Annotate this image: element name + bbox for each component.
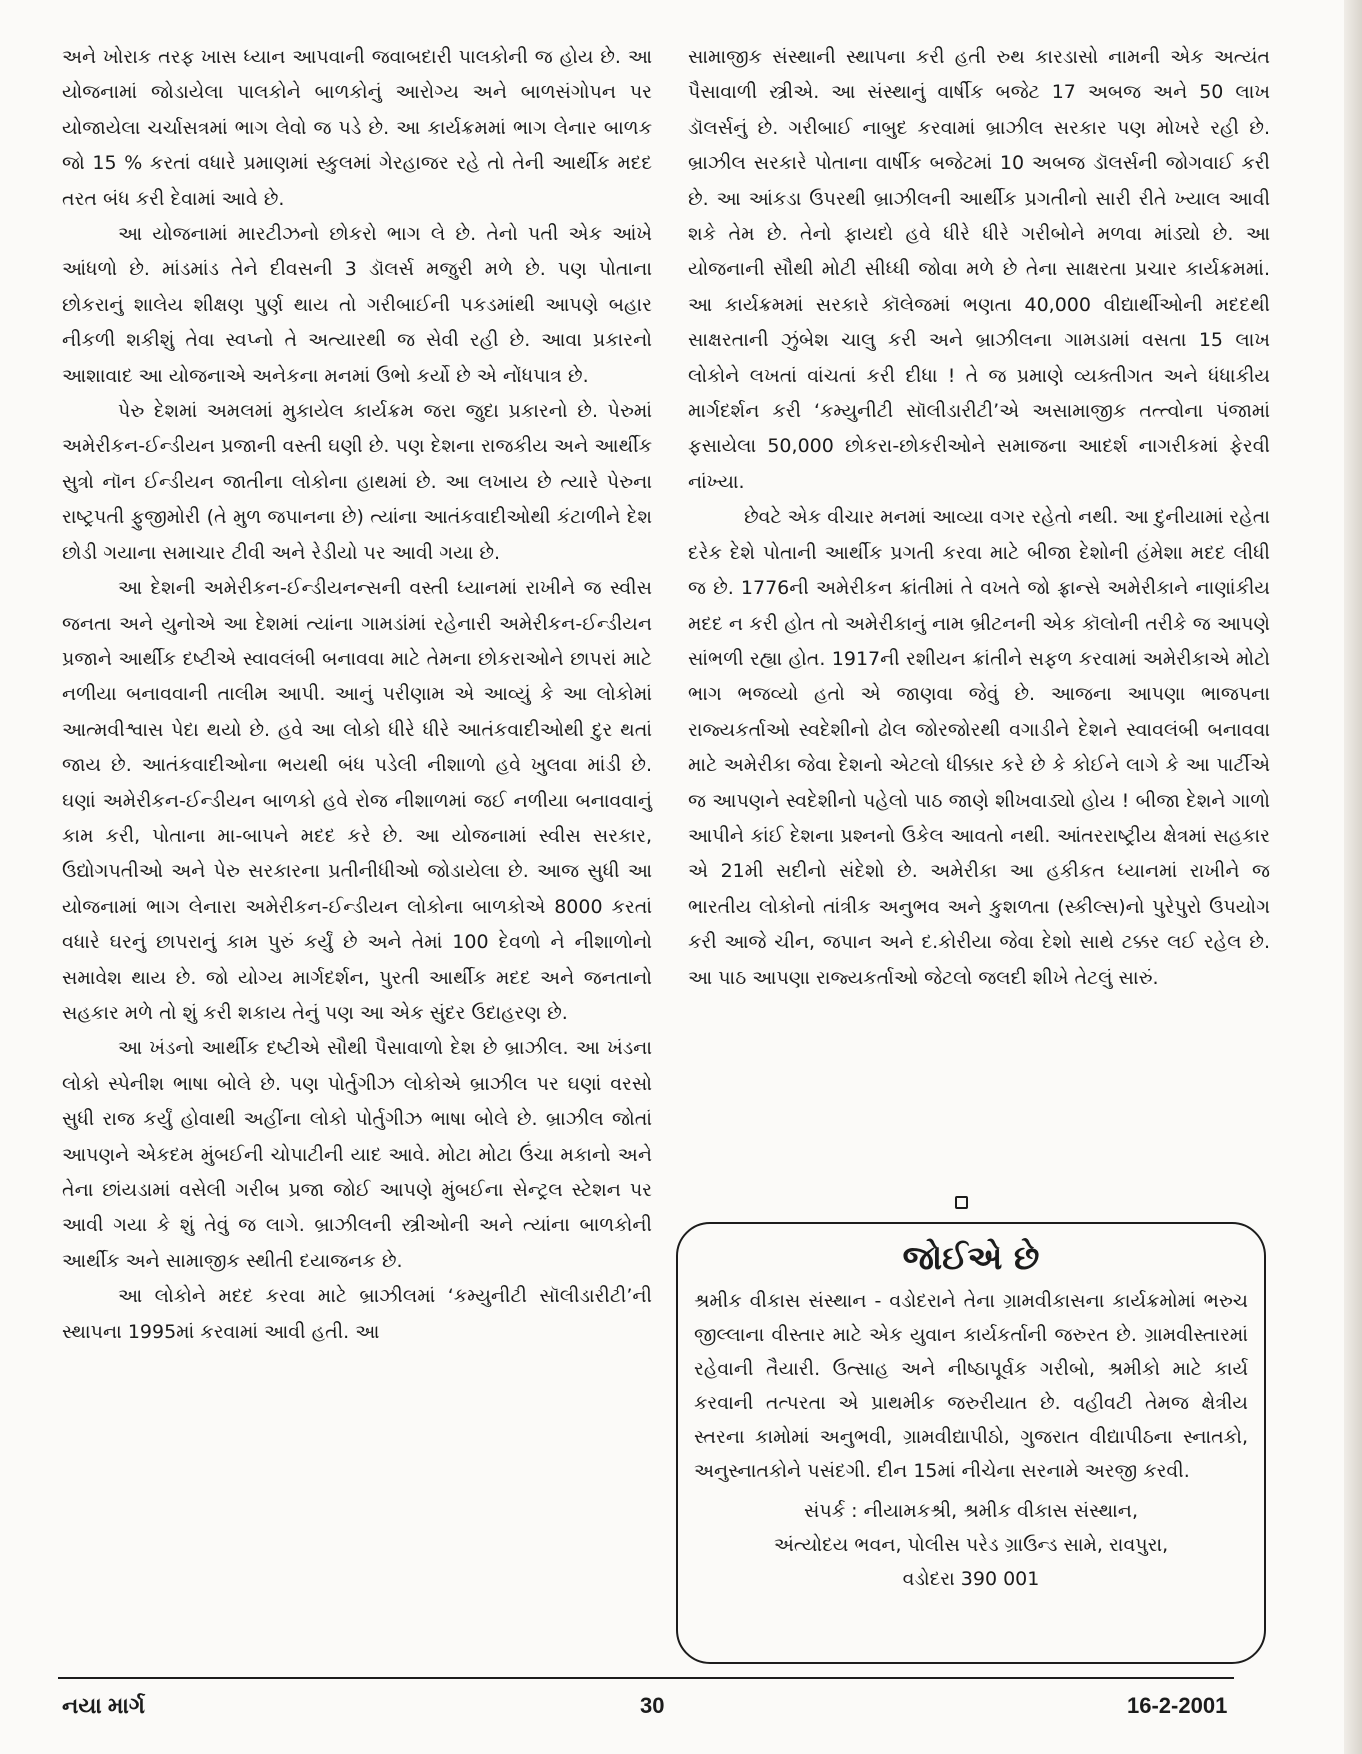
ad-contact [694, 1494, 1248, 1596]
ad-contact-line: અંત્યોદય ભવન, પોલીસ પરેડ ગ્રાઉન્ડ સામે, રાવપુરા, [773, 1534, 1169, 1556]
left-column [62, 40, 652, 1350]
ad-title: જોઈએ છે [902, 1238, 1040, 1277]
ad-contact-line: સંપર્ક : નીયામકશ્રી, શ્રમીક વીકાસ સંસ્થાન, [803, 1500, 1139, 1522]
paragraph: આ યોજનામાં મારટીઝનો છોકરો ભાગ લે છે. તેનો પતી એક આંખે આંધળો છે. માંડમાંડ તેને દીવસની 3 ડૉલર્સ મજુરી મળે છે. પણ પોતાના છોકરાનું શાલેય શીક્ષણ પુર્ણ થાય તો ગરીબાઈની પકડમાંથી આપણે બહાર નીકળી શકીશું તેવા સ્વપ્નો તે અત્યારથી જ સેવી રહી છે. આવા પ્રકારનો આશાવાદ આ યોજનાએ અનેકના મનમાં ઉભો કર્યો છે એ નોંધપાત્ર છે. [62, 223, 652, 387]
publication-name: નયા માર્ગ [62, 1693, 145, 1718]
ad-body: શ્રમીક વીકાસ સંસ્થાન - વડોદરાને તેના ગ્રામવીકાસના કાર્યક્રમોમાં ભરુચ જીલ્લાના વીસ્તાર માટે એક યુવાન કાર્યકર્તાની જરુરત છે. ગ્રામવીસ્તારમાં રહેવાની તૈયારી. ઉત્સાહ અને નીષ્ઠાપૂર્વક ગરીબો, શ્રમીકો માટે કાર્ય કરવાની તત્પરતા એ પ્રાથમીક જરુરીયાત છે. વહીવટી તેમજ ક્ષેત્રીય સ્તરના કામોમાં અનુભવી, ગ્રામવીદ્યાપીઠો, ગુજરાત વીદ્યાપીઠના સ્નાતકો, અનુસ્નાતકોને પસંદગી. દીન 15માં નીચેના સરનામે અરજી કરવી. [694, 1290, 1248, 1482]
classified-ad-box [676, 1222, 1266, 1664]
paragraph: સામાજીક સંસ્થાની સ્થાપના કરી હતી રુથ કારડાસો નામની એક અત્યંત પૈસાવાળી સ્ત્રીએ. આ સંસ્થાનું વાર્ષીક બજેટ 17 અબજ અને 50 લાખ ડૉલર્સનું છે. ગરીબાઈ નાબુદ કરવામાં બ્રાઝીલ સરકાર પણ મોખરે રહી છે. બ્રાઝીલ સરકારે પોતાના વાર્ષીક બજેટમાં 10 અબજ ડૉલર્સની જોગવાઈ કરી છે. આ આંકડા ઉપરથી બ્રાઝીલની આર્થીક પ્રગતીનો સારી રીતે ખ્યાલ આવી શકે તેમ છે. તેનો ફાયદો હવે ધીરે ધીરે ગરીબોને મળવા માંડ્યો છે. આ યોજનાની સૌથી મોટી સીધ્ધી જોવા મળે છે તેના સાક્ષરતા પ્રચાર કાર્યક્રમમાં. આ કાર્યક્રમમાં સરકારે કૉલેજમાં ભણતા 40,000 વીદ્યાર્થીઓની મદદથી સાક્ષરતાની ઝુંબેશ ચાલુ કરી અને બ્રાઝીલના ગામડામાં વસતા 15 લાખ લોકોને લખતાં વાંચતાં કરી દીધા ! તે જ પ્રમાણે વ્યક્તીગત અને ધંધાકીય માર્ગદર્શન કરી ‘કમ્યુનીટી સૉલીડારીટી’એ અસામાજીક તત્ત્વોના પંજામાં ફસાયેલા 50,000 છોકરા-છોકરીઓને સમાજના આદર્શ નાગરીકમાં ફેરવી નાંખ્યા. [688, 46, 1270, 493]
paragraph: આ ખંડનો આર્થીક દષ્ટીએ સૌથી પૈસાવાળો દેશ છે બ્રાઝીલ. આ ખંડના લોકો સ્પેનીશ ભાષા બોલે છે. પણ પોર્તુગીઝ લોકોએ બ્રાઝીલ પર ઘણાં વરસો સુધી રાજ કર્યું હોવાથી અહીંના લોકો પોર્તુગીઝ ભાષા બોલે છે. બ્રાઝીલ જોતાં આપણને એકદમ મુંબઈની ચોપાટીની યાદ આવે. મોટા મોટા ઉંચા મકાનો અને તેના છાંયડામાં વસેલી ગરીબ પ્રજા જોઈ આપણે મુંબઈના સેન્ટ્રલ સ્ટેશન પર આવી ગયા કે શું તેવું જ લાગે. બ્રાઝીલની સ્ત્રીઓની અને ત્યાંના બાળકોની આર્થીક અને સામાજીક સ્થીતી દયાજનક છે. [62, 1037, 652, 1272]
ad-contact-line: વડોદરા 390 001 [902, 1568, 1040, 1590]
paragraph: આ દેશની અમેરીકન-ઈન્ડીયનન્સની વસ્તી ધ્યાનમાં રાખીને જ સ્વીસ જનતા અને યુનોએ આ દેશમાં ત્યાંના ગામડાંમાં રહેનારી અમેરીકન-ઈન્ડીયન પ્રજાને આર્થીક દષ્ટીએ સ્વાવલંબી બનાવવા માટે તેમના છોકરાઓને છાપરાં માટે નળીયા બનાવવાની તાલીમ આપી. આનું પરીણામ એ આવ્યું કે આ લોકોમાં આત્મવીશ્વાસ પેદા થયો છે. હવે આ લોકો ધીરે ધીરે આતંકવાદીઓથી દુર થતાં જાય છે. આતંકવાદીઓના ભયથી બંધ પડેલી નીશાળો હવે ખુલવા માંડી છે. ઘણાં અમેરીકન-ઈન્ડીયન બાળકો હવે રોજ નીશાળમાં જઈ નળીયા બનાવવાનું કામ કરી, પોતાના મા-બાપને મદદ કરે છે. આ યોજનામાં સ્વીસ સરકાર, ઉદ્યોગપતીઓ અને પેરુ સરકારના પ્રતીનીધીઓ જોડાયેલા છે. આજ સુધી આ યોજનામાં ભાગ લેનારા અમેરીકન-ઈન્ડીયન લોકોના બાળકોએ 8000 કરતાં વધારે ઘરનું છાપરાનું કામ પુરું કર્યું છે અને તેમાં 100 દેવળો ને નીશાળોનો સમાવેશ થાય છે. જો યોગ્ય માર્ગદર્શન, પુરતી આર્થીક મદદ અને જનતાનો સહકાર મળે તો શું કરી શકાય તેનું પણ આ એક સુંદર ઉદાહરણ છે. [62, 577, 652, 1024]
issue-date: 16-2-2001 [1127, 1693, 1228, 1718]
paragraph: પેરુ દેશમાં અમલમાં મુકાયેલ કાર્યક્રમ જરા જુદા પ્રકારનો છે. પેરુમાં અમેરીકન-ઈન્ડીયન પ્રજાની વસ્તી ઘણી છે. પણ દેશના રાજકીય અને આર્થીક સુત્રો નૉન ઈન્ડીયન જાતીના લોકોના હાથમાં છે. આ લખાય છે ત્યારે પેરુના રાષ્ટ્રપતી ફુજીમોરી (તે મુળ જપાનના છે) ત્યાંના આતંકવાદીઓથી કંટાળીને દેશ છોડી ગયાના સમાચાર ટીવી અને રેડીયો પર આવી ગયા છે. [62, 400, 652, 564]
paragraph: આ લોકોને મદદ કરવા માટે બ્રાઝીલમાં ‘કમ્યુનીટી સૉલીડારીટી’ની સ્થાપના 1995માં કરવામાં આવી હતી. આ [62, 1285, 652, 1343]
paragraph: અને ખોરાક તરફ ખાસ ધ્યાન આપવાની જવાબદારી પાલકોની જ હોય છે. આ યોજનામાં જોડાયેલા પાલકોને બાળકોનું આરોગ્ય અને બાળસંગોપન પર યોજાયેલા ચર્ચાસત્રમાં ભાગ લેવો જ પડે છે. આ કાર્યક્રમમાં ભાગ લેનાર બાળક જો 15 % કરતાં વધારે પ્રમાણમાં સ્કુલમાં ગેરહાજર રહે તો તેની આર્થીક મદદ તરત બંધ કરી દેવામાં આવે છે. [62, 46, 652, 210]
page-number: 30 [640, 1693, 665, 1718]
footer-divider [58, 1677, 1234, 1679]
right-column [688, 40, 1270, 996]
paragraph: છેવટે એક વીચાર મનમાં આવ્યા વગર રહેતો નથી. આ દુનીયામાં રહેતા દરેક દેશે પોતાની આર્થીક પ્રગતી કરવા માટે બીજા દેશોની હંમેશા મદદ લીધી જ છે. 1776ની અમેરીકન ક્રાંતીમાં તે વખતે જો ફ્રાન્સે અમેરીકાને નાણાંકીય મદદ ન કરી હોત તો અમેરીકાનું નામ બ્રીટનની એક કૉલોની તરીકે જ આપણે સાંભળી રહ્યા હોત. 1917ની રશીયન ક્રાંતીને સફળ કરવામાં અમેરીકાએ મોટો ભાગ ભજવ્યો હતો એ જાણવા જેવું છે. આજના આપણા ભાજપના રાજ્યકર્તાઓ સ્વદેશીનો ઢોલ જોરજોરથી વગાડીને દેશને સ્વાવલંબી બનાવવા માટે અમેરીકા જેવા દેશનો એટલો ધીક્કાર કરે છે કે કોઈને લાગે કે આ પાર્ટીએ જ આપણને સ્વદેશીનો પહેલો પાઠ જાણે શીખવાડ્યો હોય ! બીજા દેશને ગાળો આપીને કાંઈ દેશના પ્રશ્નનો ઉકેલ આવતો નથી. આંતરરાષ્ટ્રીય ક્ષેત્રમાં સહકાર એ 21મી સદીનો સંદેશો છે. અમેરીકા આ હકીકત ધ્યાનમાં રાખીને જ ભારતીય લોકોનો તાંત્રીક અનુભવ અને કુશળતા (સ્કીલ્સ)નો પુરેપુરો ઉપયોગ કરી આજે ચીન, જપાન અને દ.કોરીયા જેવા દેશો સાથે ટક્કર લઈ રહેલ છે. આ પાઠ આપણા રાજ્યકર્તાઓ જેટલો જલદી શીખે તેટલું સારું. [688, 506, 1270, 989]
article-end-mark [955, 1196, 968, 1209]
page-edge [1344, 0, 1362, 1754]
